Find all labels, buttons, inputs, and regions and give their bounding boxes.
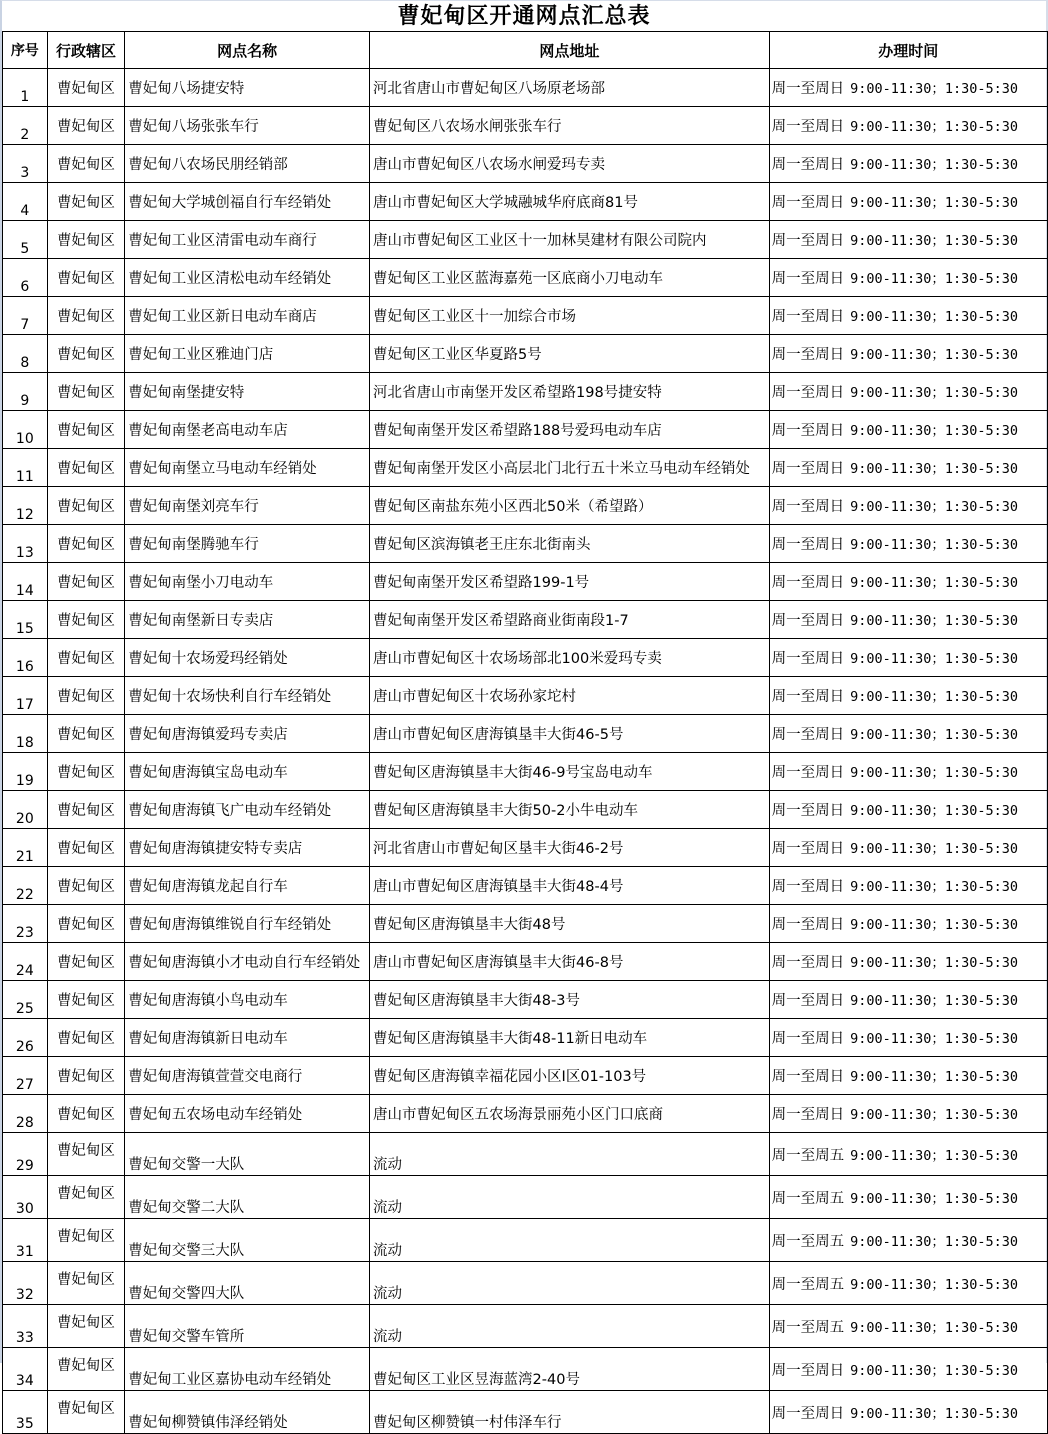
cell-district: 曹妃甸区 bbox=[47, 145, 125, 183]
cell-hours bbox=[769, 1095, 1047, 1133]
cell-no: 8 bbox=[3, 335, 48, 373]
cell-hours bbox=[769, 677, 1047, 715]
hours-time: 9:00-11:30；1:30-5:30 bbox=[850, 1069, 1019, 1085]
cell-outlet-name: 曹妃甸工业区雅迪门店 bbox=[125, 335, 370, 373]
hours-time: 9:00-11:30；1:30-5:30 bbox=[850, 499, 1019, 515]
hours-time: 9:00-11:30；1:30-5:30 bbox=[850, 689, 1019, 705]
hours-days: 周一至周日 bbox=[771, 765, 845, 781]
cell-hours bbox=[769, 867, 1047, 905]
cell-outlet-name: 曹妃甸南堡刘亮车行 bbox=[125, 487, 370, 525]
outlet-summary-table bbox=[2, 31, 1048, 1434]
hours-time: 9:00-11:30；1:30-5:30 bbox=[850, 1319, 1019, 1336]
cell-district: 曹妃甸区 bbox=[47, 601, 125, 639]
cell-hours bbox=[769, 335, 1047, 373]
table-row bbox=[3, 1305, 1048, 1348]
cell-district: 曹妃甸区 bbox=[47, 753, 125, 791]
cell-no: 16 bbox=[3, 639, 48, 677]
cell-hours bbox=[769, 145, 1047, 183]
cell-district: 曹妃甸区 bbox=[47, 1305, 125, 1348]
cell-outlet-name: 曹妃甸柳赞镇伟泽经销处 bbox=[125, 1391, 370, 1434]
cell-outlet-name: 曹妃甸工业区新日电动车商店 bbox=[125, 297, 370, 335]
hours-time: 9:00-11:30；1:30-5:30 bbox=[850, 1147, 1019, 1164]
cell-district: 曹妃甸区 bbox=[47, 639, 125, 677]
cell-address: 唐山市曹妃甸区十农场孙家坨村 bbox=[370, 677, 770, 715]
hours-days: 周一至周日 bbox=[771, 917, 845, 933]
cell-no: 23 bbox=[3, 905, 48, 943]
cell-no: 7 bbox=[3, 297, 48, 335]
table-row bbox=[3, 753, 1048, 791]
cell-no: 18 bbox=[3, 715, 48, 753]
hours-time: 9:00-11:30；1:30-5:30 bbox=[850, 119, 1019, 135]
header-address: 网点地址 bbox=[370, 32, 770, 69]
hours-time: 9:00-11:30；1:30-5:30 bbox=[850, 651, 1019, 667]
cell-address: 曹妃甸区工业区华夏路5号 bbox=[370, 335, 770, 373]
cell-district: 曹妃甸区 bbox=[47, 677, 125, 715]
cell-district: 曹妃甸区 bbox=[47, 1262, 125, 1305]
cell-address: 曹妃甸区南盐东苑小区西北50米（希望路） bbox=[370, 487, 770, 525]
cell-hours bbox=[769, 1133, 1047, 1176]
cell-no: 19 bbox=[3, 753, 48, 791]
cell-outlet-name: 曹妃甸交警三大队 bbox=[125, 1219, 370, 1262]
hours-time: 9:00-11:30；1:30-5:30 bbox=[850, 347, 1019, 363]
hours-time: 9:00-11:30；1:30-5:30 bbox=[850, 1276, 1019, 1293]
hours-time: 9:00-11:30；1:30-5:30 bbox=[850, 537, 1019, 553]
cell-district: 曹妃甸区 bbox=[47, 1391, 125, 1434]
hours-days: 周一至周五 bbox=[771, 1147, 845, 1164]
hours-days: 周一至周日 bbox=[771, 423, 845, 439]
hours-time: 9:00-11:30；1:30-5:30 bbox=[850, 309, 1019, 325]
cell-no: 31 bbox=[3, 1219, 48, 1262]
cell-address: 唐山市曹妃甸区唐海镇垦丰大街46-8号 bbox=[370, 943, 770, 981]
cell-district: 曹妃甸区 bbox=[47, 981, 125, 1019]
cell-no: 9 bbox=[3, 373, 48, 411]
cell-no: 11 bbox=[3, 449, 48, 487]
cell-district: 曹妃甸区 bbox=[47, 1133, 125, 1176]
table-row bbox=[3, 221, 1048, 259]
hours-days: 周一至周日 bbox=[771, 879, 845, 895]
cell-outlet-name: 曹妃甸唐海镇维锐自行车经销处 bbox=[125, 905, 370, 943]
cell-no: 22 bbox=[3, 867, 48, 905]
cell-hours bbox=[769, 563, 1047, 601]
cell-address: 曹妃甸区唐海镇垦丰大街46-9号宝岛电动车 bbox=[370, 753, 770, 791]
table-row bbox=[3, 1133, 1048, 1176]
table-row bbox=[3, 715, 1048, 753]
cell-district: 曹妃甸区 bbox=[47, 411, 125, 449]
cell-district: 曹妃甸区 bbox=[47, 373, 125, 411]
hours-days: 周一至周日 bbox=[771, 499, 845, 515]
table-row bbox=[3, 183, 1048, 221]
cell-district: 曹妃甸区 bbox=[47, 943, 125, 981]
cell-district: 曹妃甸区 bbox=[47, 107, 125, 145]
cell-hours bbox=[769, 829, 1047, 867]
cell-outlet-name: 曹妃甸南堡新日专卖店 bbox=[125, 601, 370, 639]
cell-no: 27 bbox=[3, 1057, 48, 1095]
hours-days: 周一至周五 bbox=[771, 1319, 845, 1336]
hours-time: 9:00-11:30；1:30-5:30 bbox=[850, 841, 1019, 857]
cell-outlet-name: 曹妃甸南堡老高电动车店 bbox=[125, 411, 370, 449]
hours-days: 周一至周日 bbox=[771, 119, 845, 135]
table-row bbox=[3, 791, 1048, 829]
hours-days: 周一至周日 bbox=[771, 575, 845, 591]
hours-time: 9:00-11:30；1:30-5:30 bbox=[850, 1107, 1019, 1123]
cell-outlet-name: 曹妃甸工业区嘉协电动车经销处 bbox=[125, 1348, 370, 1391]
cell-outlet-name: 曹妃甸南堡立马电动车经销处 bbox=[125, 449, 370, 487]
cell-outlet-name: 曹妃甸大学城创福自行车经销处 bbox=[125, 183, 370, 221]
cell-no: 25 bbox=[3, 981, 48, 1019]
cell-address: 流动 bbox=[370, 1176, 770, 1219]
cell-district: 曹妃甸区 bbox=[47, 297, 125, 335]
cell-hours bbox=[769, 411, 1047, 449]
hours-days: 周一至周日 bbox=[771, 1362, 845, 1379]
cell-hours bbox=[769, 791, 1047, 829]
cell-no: 17 bbox=[3, 677, 48, 715]
header-no: 序号 bbox=[3, 32, 48, 69]
cell-hours bbox=[769, 259, 1047, 297]
cell-hours bbox=[769, 1391, 1047, 1434]
table-row bbox=[3, 943, 1048, 981]
cell-district: 曹妃甸区 bbox=[47, 69, 125, 107]
cell-no: 1 bbox=[3, 69, 48, 107]
cell-hours bbox=[769, 221, 1047, 259]
hours-days: 周一至周日 bbox=[771, 1031, 845, 1047]
hours-days: 周一至周日 bbox=[771, 347, 845, 363]
hours-time: 9:00-11:30；1:30-5:30 bbox=[850, 803, 1019, 819]
hours-time: 9:00-11:30；1:30-5:30 bbox=[850, 461, 1019, 477]
cell-address: 曹妃甸南堡开发区希望路商业街南段1-7 bbox=[370, 601, 770, 639]
table-row bbox=[3, 1057, 1048, 1095]
cell-outlet-name: 曹妃甸工业区清松电动车经销处 bbox=[125, 259, 370, 297]
table-row bbox=[3, 1019, 1048, 1057]
hours-time: 9:00-11:30；1:30-5:30 bbox=[850, 613, 1019, 629]
cell-no: 13 bbox=[3, 525, 48, 563]
cell-no: 2 bbox=[3, 107, 48, 145]
cell-no: 34 bbox=[3, 1348, 48, 1391]
cell-district: 曹妃甸区 bbox=[47, 715, 125, 753]
table-row bbox=[3, 297, 1048, 335]
cell-address: 河北省唐山市南堡开发区希望路198号捷安特 bbox=[370, 373, 770, 411]
hours-days: 周一至周日 bbox=[771, 1069, 845, 1085]
cell-outlet-name: 曹妃甸唐海镇捷安特专卖店 bbox=[125, 829, 370, 867]
cell-district: 曹妃甸区 bbox=[47, 1219, 125, 1262]
cell-no: 5 bbox=[3, 221, 48, 259]
table-row bbox=[3, 905, 1048, 943]
cell-outlet-name: 曹妃甸交警四大队 bbox=[125, 1262, 370, 1305]
cell-outlet-name: 曹妃甸唐海镇飞广电动车经销处 bbox=[125, 791, 370, 829]
table-row bbox=[3, 601, 1048, 639]
cell-address: 唐山市曹妃甸区工业区十一加林昊建材有限公司院内 bbox=[370, 221, 770, 259]
cell-no: 4 bbox=[3, 183, 48, 221]
hours-time: 9:00-11:30；1:30-5:30 bbox=[850, 1362, 1019, 1379]
table-row bbox=[3, 107, 1048, 145]
hours-days: 周一至周日 bbox=[771, 1405, 845, 1422]
hours-days: 周一至周日 bbox=[771, 689, 845, 705]
hours-time: 9:00-11:30；1:30-5:30 bbox=[850, 575, 1019, 591]
cell-hours bbox=[769, 905, 1047, 943]
table-row bbox=[3, 1095, 1048, 1133]
cell-address: 曹妃甸区工业区昱海蓝湾2-40号 bbox=[370, 1348, 770, 1391]
table-row bbox=[3, 829, 1048, 867]
cell-hours bbox=[769, 1057, 1047, 1095]
hours-time: 9:00-11:30；1:30-5:30 bbox=[850, 233, 1019, 249]
hours-days: 周一至周日 bbox=[771, 803, 845, 819]
cell-outlet-name: 曹妃甸交警一大队 bbox=[125, 1133, 370, 1176]
cell-address: 曹妃甸南堡开发区希望路188号爱玛电动车店 bbox=[370, 411, 770, 449]
hours-time: 9:00-11:30；1:30-5:30 bbox=[850, 271, 1019, 287]
cell-district: 曹妃甸区 bbox=[47, 183, 125, 221]
table-row bbox=[3, 1391, 1048, 1434]
hours-days: 周一至周日 bbox=[771, 309, 845, 325]
table-row bbox=[3, 69, 1048, 107]
cell-district: 曹妃甸区 bbox=[47, 335, 125, 373]
hours-time: 9:00-11:30；1:30-5:30 bbox=[850, 385, 1019, 401]
table-row bbox=[3, 981, 1048, 1019]
hours-time: 9:00-11:30；1:30-5:30 bbox=[850, 917, 1019, 933]
cell-outlet-name: 曹妃甸五农场电动车经销处 bbox=[125, 1095, 370, 1133]
hours-time: 9:00-11:30；1:30-5:30 bbox=[850, 1190, 1019, 1207]
cell-hours bbox=[769, 943, 1047, 981]
cell-district: 曹妃甸区 bbox=[47, 1176, 125, 1219]
cell-district: 曹妃甸区 bbox=[47, 449, 125, 487]
cell-address: 唐山市曹妃甸区大学城融城华府底商81号 bbox=[370, 183, 770, 221]
hours-days: 周一至周日 bbox=[771, 727, 845, 743]
cell-no: 15 bbox=[3, 601, 48, 639]
cell-hours bbox=[769, 1348, 1047, 1391]
table-row bbox=[3, 449, 1048, 487]
cell-outlet-name: 曹妃甸十农场快利自行车经销处 bbox=[125, 677, 370, 715]
hours-days: 周一至周日 bbox=[771, 461, 845, 477]
cell-district: 曹妃甸区 bbox=[47, 905, 125, 943]
hours-days: 周一至周五 bbox=[771, 1190, 845, 1207]
cell-district: 曹妃甸区 bbox=[47, 1019, 125, 1057]
cell-district: 曹妃甸区 bbox=[47, 1348, 125, 1391]
cell-no: 29 bbox=[3, 1133, 48, 1176]
cell-hours bbox=[769, 525, 1047, 563]
cell-outlet-name: 曹妃甸唐海镇宝岛电动车 bbox=[125, 753, 370, 791]
cell-address: 流动 bbox=[370, 1219, 770, 1262]
hours-days: 周一至周日 bbox=[771, 993, 845, 1009]
cell-no: 21 bbox=[3, 829, 48, 867]
cell-outlet-name: 曹妃甸交警二大队 bbox=[125, 1176, 370, 1219]
cell-no: 26 bbox=[3, 1019, 48, 1057]
cell-outlet-name: 曹妃甸南堡腾驰车行 bbox=[125, 525, 370, 563]
cell-hours bbox=[769, 69, 1047, 107]
cell-address: 曹妃甸南堡开发区小高层北门北行五十米立马电动车经销处 bbox=[370, 449, 770, 487]
cell-district: 曹妃甸区 bbox=[47, 563, 125, 601]
cell-address: 流动 bbox=[370, 1305, 770, 1348]
cell-address: 河北省唐山市曹妃甸区八场原老场部 bbox=[370, 69, 770, 107]
cell-district: 曹妃甸区 bbox=[47, 829, 125, 867]
cell-address: 曹妃甸区唐海镇垦丰大街48-3号 bbox=[370, 981, 770, 1019]
cell-district: 曹妃甸区 bbox=[47, 487, 125, 525]
cell-address: 流动 bbox=[370, 1262, 770, 1305]
hours-time: 9:00-11:30；1:30-5:30 bbox=[850, 1405, 1019, 1422]
hours-days: 周一至周日 bbox=[771, 955, 845, 971]
cell-outlet-name: 曹妃甸八农场民朋经销部 bbox=[125, 145, 370, 183]
cell-address: 曹妃甸区唐海镇幸福花园小区I区01-103号 bbox=[370, 1057, 770, 1095]
cell-hours bbox=[769, 107, 1047, 145]
hours-days: 周一至周日 bbox=[771, 271, 845, 287]
table-row bbox=[3, 411, 1048, 449]
cell-hours bbox=[769, 487, 1047, 525]
table-row bbox=[3, 259, 1048, 297]
cell-district: 曹妃甸区 bbox=[47, 1095, 125, 1133]
hours-days: 周一至周日 bbox=[771, 385, 845, 401]
cell-outlet-name: 曹妃甸唐海镇小鸟电动车 bbox=[125, 981, 370, 1019]
cell-address: 流动 bbox=[370, 1133, 770, 1176]
cell-address: 唐山市曹妃甸区唐海镇垦丰大街48-4号 bbox=[370, 867, 770, 905]
table-row bbox=[3, 145, 1048, 183]
cell-no: 14 bbox=[3, 563, 48, 601]
cell-hours bbox=[769, 601, 1047, 639]
cell-district: 曹妃甸区 bbox=[47, 1057, 125, 1095]
cell-address: 曹妃甸区唐海镇垦丰大街50-2小牛电动车 bbox=[370, 791, 770, 829]
hours-time: 9:00-11:30；1:30-5:30 bbox=[850, 727, 1019, 743]
table-row bbox=[3, 487, 1048, 525]
hours-time: 9:00-11:30；1:30-5:30 bbox=[850, 955, 1019, 971]
cell-no: 24 bbox=[3, 943, 48, 981]
cell-district: 曹妃甸区 bbox=[47, 259, 125, 297]
cell-outlet-name: 曹妃甸工业区清雷电动车商行 bbox=[125, 221, 370, 259]
cell-no: 32 bbox=[3, 1262, 48, 1305]
cell-address: 曹妃甸区滨海镇老王庄东北街南头 bbox=[370, 525, 770, 563]
table-body bbox=[3, 69, 1048, 1434]
header-district: 行政辖区 bbox=[47, 32, 125, 69]
hours-days: 周一至周日 bbox=[771, 157, 845, 173]
cell-no: 20 bbox=[3, 791, 48, 829]
table-row bbox=[3, 1348, 1048, 1391]
table-row bbox=[3, 373, 1048, 411]
hours-days: 周一至周日 bbox=[771, 537, 845, 553]
cell-hours bbox=[769, 1019, 1047, 1057]
cell-no: 12 bbox=[3, 487, 48, 525]
cell-hours bbox=[769, 1262, 1047, 1305]
cell-address: 唐山市曹妃甸区五农场海景丽苑小区门口底商 bbox=[370, 1095, 770, 1133]
table-row bbox=[3, 677, 1048, 715]
cell-address: 唐山市曹妃甸区唐海镇垦丰大街46-5号 bbox=[370, 715, 770, 753]
hours-days: 周一至周日 bbox=[771, 81, 845, 97]
table-row bbox=[3, 563, 1048, 601]
cell-address: 唐山市曹妃甸区八农场水闸爱玛专卖 bbox=[370, 145, 770, 183]
cell-outlet-name: 曹妃甸十农场爱玛经销处 bbox=[125, 639, 370, 677]
cell-address: 河北省唐山市曹妃甸区垦丰大街46-2号 bbox=[370, 829, 770, 867]
cell-district: 曹妃甸区 bbox=[47, 221, 125, 259]
table-row bbox=[3, 1262, 1048, 1305]
cell-hours bbox=[769, 373, 1047, 411]
hours-days: 周一至周日 bbox=[771, 651, 845, 667]
cell-outlet-name: 曹妃甸八场张张车行 bbox=[125, 107, 370, 145]
header-row bbox=[3, 32, 1048, 69]
cell-outlet-name: 曹妃甸唐海镇新日电动车 bbox=[125, 1019, 370, 1057]
table-row bbox=[3, 867, 1048, 905]
hours-days: 周一至周五 bbox=[771, 1233, 845, 1250]
header-name: 网点名称 bbox=[125, 32, 370, 69]
cell-hours bbox=[769, 297, 1047, 335]
cell-address: 曹妃甸区八农场水闸张张车行 bbox=[370, 107, 770, 145]
cell-hours bbox=[769, 449, 1047, 487]
cell-hours bbox=[769, 753, 1047, 791]
cell-address: 曹妃甸区工业区蓝海嘉苑一区底商小刀电动车 bbox=[370, 259, 770, 297]
cell-outlet-name: 曹妃甸唐海镇萱萱交电商行 bbox=[125, 1057, 370, 1095]
hours-days: 周一至周五 bbox=[771, 1276, 845, 1293]
cell-outlet-name: 曹妃甸唐海镇爱玛专卖店 bbox=[125, 715, 370, 753]
hours-time: 9:00-11:30；1:30-5:30 bbox=[850, 195, 1019, 211]
cell-address: 曹妃甸区唐海镇垦丰大街48号 bbox=[370, 905, 770, 943]
cell-no: 6 bbox=[3, 259, 48, 297]
table-row bbox=[3, 1219, 1048, 1262]
hours-time: 9:00-11:30；1:30-5:30 bbox=[850, 879, 1019, 895]
cell-outlet-name: 曹妃甸唐海镇小才电动自行车经销处 bbox=[125, 943, 370, 981]
cell-outlet-name: 曹妃甸南堡小刀电动车 bbox=[125, 563, 370, 601]
cell-hours bbox=[769, 1219, 1047, 1262]
cell-no: 3 bbox=[3, 145, 48, 183]
cell-no: 30 bbox=[3, 1176, 48, 1219]
cell-hours bbox=[769, 1176, 1047, 1219]
cell-outlet-name: 曹妃甸唐海镇龙起自行车 bbox=[125, 867, 370, 905]
hours-time: 9:00-11:30；1:30-5:30 bbox=[850, 1031, 1019, 1047]
hours-days: 周一至周日 bbox=[771, 613, 845, 629]
cell-address: 曹妃甸区工业区十一加综合市场 bbox=[370, 297, 770, 335]
cell-hours bbox=[769, 981, 1047, 1019]
hours-time: 9:00-11:30；1:30-5:30 bbox=[850, 993, 1019, 1009]
table-row bbox=[3, 639, 1048, 677]
cell-district: 曹妃甸区 bbox=[47, 525, 125, 563]
cell-district: 曹妃甸区 bbox=[47, 867, 125, 905]
cell-district: 曹妃甸区 bbox=[47, 791, 125, 829]
header-hours: 办理时间 bbox=[769, 32, 1047, 69]
hours-time: 9:00-11:30；1:30-5:30 bbox=[850, 765, 1019, 781]
cell-outlet-name: 曹妃甸八场捷安特 bbox=[125, 69, 370, 107]
hours-time: 9:00-11:30；1:30-5:30 bbox=[850, 1233, 1019, 1250]
cell-outlet-name: 曹妃甸南堡捷安特 bbox=[125, 373, 370, 411]
cell-address: 曹妃甸区唐海镇垦丰大街48-11新日电动车 bbox=[370, 1019, 770, 1057]
table-row bbox=[3, 335, 1048, 373]
hours-days: 周一至周日 bbox=[771, 1107, 845, 1123]
cell-hours bbox=[769, 639, 1047, 677]
page-title: 曹妃甸区开通网点汇总表 bbox=[397, 4, 651, 29]
cell-no: 28 bbox=[3, 1095, 48, 1133]
table-row bbox=[3, 525, 1048, 563]
cell-outlet-name: 曹妃甸交警车管所 bbox=[125, 1305, 370, 1348]
cell-no: 35 bbox=[3, 1391, 48, 1434]
cell-no: 10 bbox=[3, 411, 48, 449]
cell-address: 曹妃甸南堡开发区希望路199-1号 bbox=[370, 563, 770, 601]
cell-hours bbox=[769, 1305, 1047, 1348]
hours-time: 9:00-11:30；1:30-5:30 bbox=[850, 157, 1019, 173]
hours-time: 9:00-11:30；1:30-5:30 bbox=[850, 423, 1019, 439]
cell-address: 曹妃甸区柳赞镇一村伟泽车行 bbox=[370, 1391, 770, 1434]
cell-hours bbox=[769, 715, 1047, 753]
cell-no: 33 bbox=[3, 1305, 48, 1348]
cell-address: 唐山市曹妃甸区十农场场部北100米爱玛专卖 bbox=[370, 639, 770, 677]
hours-days: 周一至周日 bbox=[771, 841, 845, 857]
table-row bbox=[3, 1176, 1048, 1219]
hours-days: 周一至周日 bbox=[771, 233, 845, 249]
cell-hours bbox=[769, 183, 1047, 221]
hours-time: 9:00-11:30；1:30-5:30 bbox=[850, 81, 1019, 97]
hours-days: 周一至周日 bbox=[771, 195, 845, 211]
